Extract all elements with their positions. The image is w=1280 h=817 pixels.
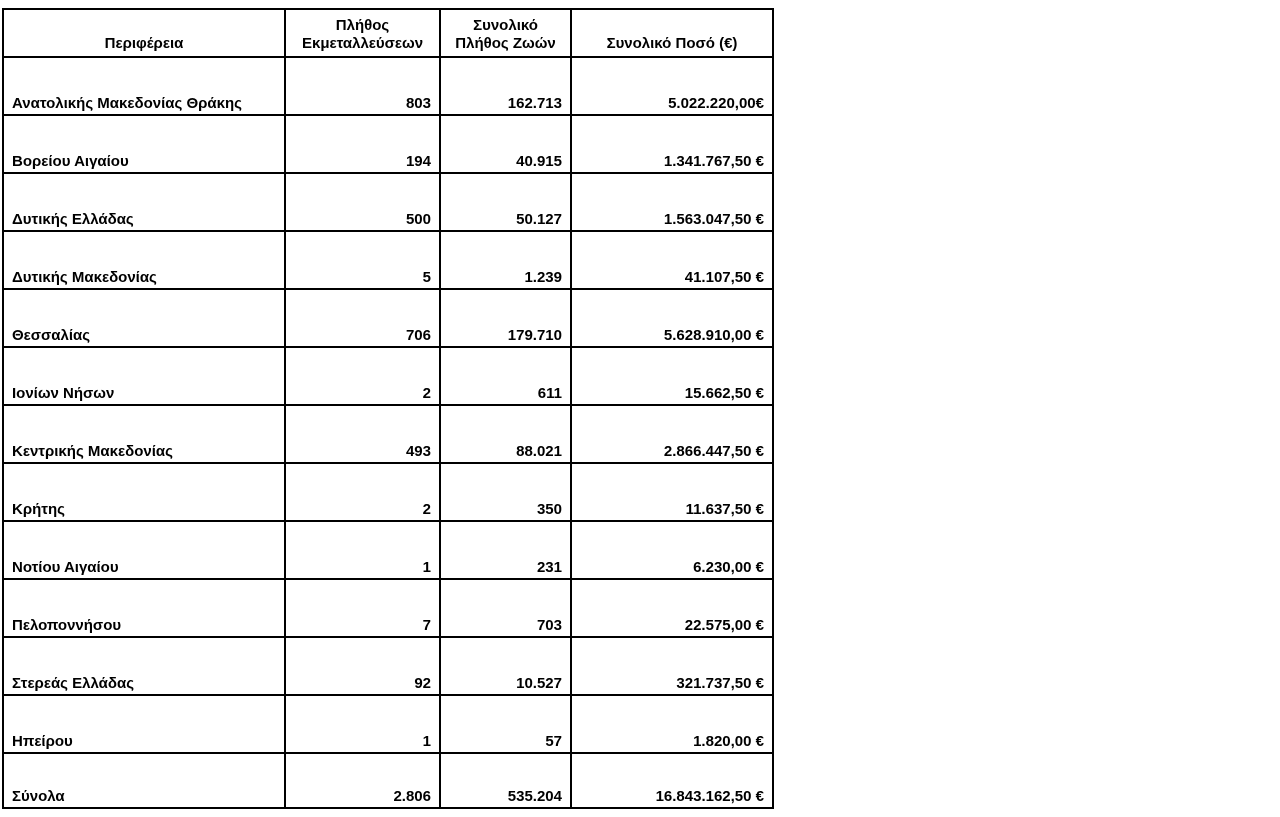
table-row — [3, 695, 773, 753]
cell-animals: 50.127 — [440, 173, 571, 231]
header-holdings-line-2: Εκμεταλλεύσεων — [301, 35, 424, 52]
cell-amount: 11.637,50 € — [571, 463, 773, 521]
cell-amount: 1.341.767,50 € — [571, 115, 773, 173]
header-region — [3, 9, 285, 57]
header-row — [3, 9, 773, 57]
totals-animals: 535.204 — [440, 753, 571, 808]
cell-amount: 1.820,00 € — [571, 695, 773, 753]
table-row — [3, 463, 773, 521]
header-holdings — [285, 9, 440, 57]
cell-holdings: 706 — [285, 289, 440, 347]
header-animals — [440, 9, 571, 57]
cell-region: Δυτικής Μακεδονίας — [3, 231, 285, 289]
header-region-label: Περιφέρεια — [104, 35, 184, 52]
cell-holdings: 2 — [285, 463, 440, 521]
cell-holdings: 2 — [285, 347, 440, 405]
header-amount — [571, 9, 773, 57]
cell-holdings: 1 — [285, 695, 440, 753]
cell-animals: 10.527 — [440, 637, 571, 695]
cell-region: Θεσσαλίας — [3, 289, 285, 347]
cell-amount: 15.662,50 € — [571, 347, 773, 405]
cell-holdings: 500 — [285, 173, 440, 231]
cell-amount: 5.628.910,00 € — [571, 289, 773, 347]
cell-animals: 350 — [440, 463, 571, 521]
cell-amount: 321.737,50 € — [571, 637, 773, 695]
totals-holdings: 2.806 — [285, 753, 440, 808]
table-row — [3, 521, 773, 579]
cell-region: Ανατολικής Μακεδονίας Θράκης — [3, 57, 285, 115]
totals-row — [3, 753, 773, 808]
region-summary-table — [2, 8, 774, 809]
cell-animals: 703 — [440, 579, 571, 637]
totals-amount: 16.843.162,50 € — [571, 753, 773, 808]
cell-animals: 40.915 — [440, 115, 571, 173]
cell-region: Νοτίου Αιγαίου — [3, 521, 285, 579]
cell-animals: 179.710 — [440, 289, 571, 347]
header-animals-line-2: Πλήθος Ζωών — [455, 35, 556, 52]
cell-holdings: 194 — [285, 115, 440, 173]
cell-region: Ιονίων Νήσων — [3, 347, 285, 405]
table-row — [3, 579, 773, 637]
cell-region: Κεντρικής Μακεδονίας — [3, 405, 285, 463]
table-row — [3, 57, 773, 115]
cell-region: Πελοποννήσου — [3, 579, 285, 637]
table-row — [3, 637, 773, 695]
cell-amount: 2.866.447,50 € — [571, 405, 773, 463]
cell-animals: 231 — [440, 521, 571, 579]
cell-holdings: 1 — [285, 521, 440, 579]
cell-region: Στερεάς Ελλάδας — [3, 637, 285, 695]
cell-amount: 1.563.047,50 € — [571, 173, 773, 231]
cell-holdings: 92 — [285, 637, 440, 695]
cell-amount: 6.230,00 € — [571, 521, 773, 579]
cell-region: Κρήτης — [3, 463, 285, 521]
cell-animals: 1.239 — [440, 231, 571, 289]
table-row — [3, 115, 773, 173]
cell-amount: 41.107,50 € — [571, 231, 773, 289]
cell-region: Δυτικής Ελλάδας — [3, 173, 285, 231]
table-row — [3, 347, 773, 405]
totals-label: Σύνολα — [3, 753, 285, 808]
cell-animals: 611 — [440, 347, 571, 405]
table-row — [3, 231, 773, 289]
cell-amount: 5.022.220,00€ — [571, 57, 773, 115]
table-row — [3, 173, 773, 231]
table-row — [3, 289, 773, 347]
cell-animals: 57 — [440, 695, 571, 753]
header-animals-line-1: Συνολικό — [473, 17, 538, 34]
cell-region: Βορείου Αιγαίου — [3, 115, 285, 173]
cell-holdings: 493 — [285, 405, 440, 463]
cell-holdings: 803 — [285, 57, 440, 115]
cell-animals: 162.713 — [440, 57, 571, 115]
cell-animals: 88.021 — [440, 405, 571, 463]
cell-holdings: 7 — [285, 579, 440, 637]
cell-amount: 22.575,00 € — [571, 579, 773, 637]
table-row — [3, 405, 773, 463]
cell-holdings: 5 — [285, 231, 440, 289]
header-holdings-line-1: Πλήθος — [335, 17, 390, 34]
cell-region: Ηπείρου — [3, 695, 285, 753]
header-amount-label: Συνολικό Ποσό (€) — [606, 35, 738, 52]
